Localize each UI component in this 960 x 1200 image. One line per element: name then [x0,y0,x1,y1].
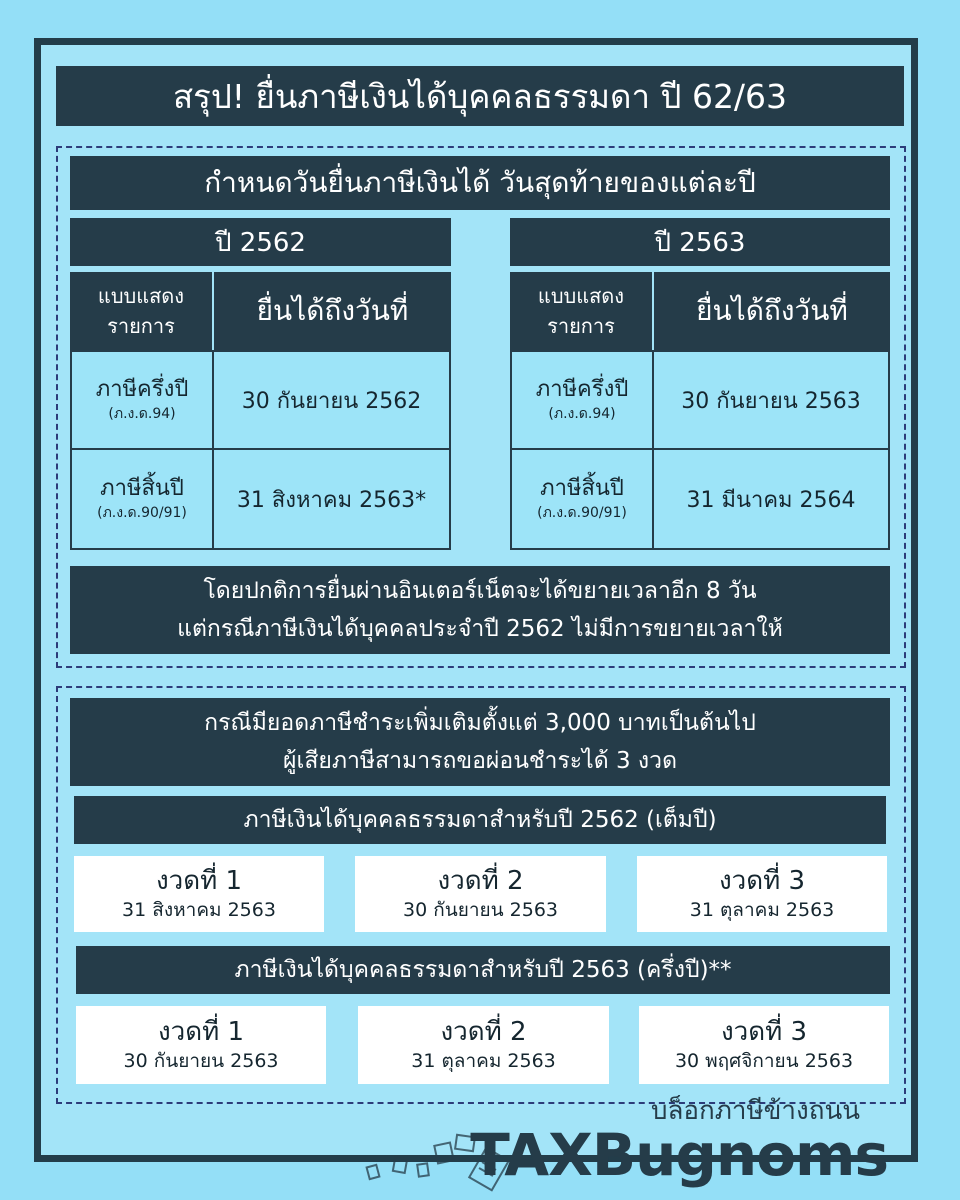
installment-label: งวดที่ 2 [440,1017,527,1047]
note-line-1: โดยปกติการยื่นผ่านอินเตอร์เน็ตจะได้ขยายเวลาอีก 8 วัน [203,578,757,604]
installment-card [637,856,887,932]
plan-2563-title: ภาษีเงินได้บุคคลธรรมดาสำหรับปี 2563 (ครึ่งปี)** [76,946,890,994]
installment-card [355,856,606,932]
table-2562-col-date: ยื่นได้ถึงวันที่ [214,272,451,350]
installment-date: 30 กันยายน 2563 [402,899,559,921]
installment-card [74,856,324,932]
form-name: ภาษีสิ้นปี [540,476,624,501]
installment-label: งวดที่ 1 [157,1017,245,1047]
installment-date: 31 สิงหาคม 2563 [122,899,276,921]
table-2562-col-form: แบบแสดงรายการ [70,272,212,350]
form-name: ภาษีครึ่งปี [95,377,189,402]
table-2563-col-date: ยื่นได้ถึงวันที่ [654,272,890,350]
form-name: ภาษีสิ้นปี [100,476,184,501]
internet-extension-note [70,566,890,654]
page-title: สรุป! ยื่นภาษีเงินได้บุคคลธรรมดา ปี 62/63 [56,66,904,126]
installment-date: 30 กันยายน 2563 [123,1050,279,1072]
table-2562-row1-form [70,350,214,450]
table-2563-row2-date: 31 มีนาคม 2564 [652,448,890,550]
brand-tagline: บล็อกภาษีข้างถนน [650,1096,860,1126]
installment-label: งวดที่ 1 [155,866,243,896]
installment-label: งวดที่ 2 [437,866,524,896]
installment-heading-line-1: กรณีมียอดภาษีชำระเพิ่มเติมตั้งแต่ 3,000 บาทเป็นต้นไป [204,710,756,736]
table-2562-row2-date: 31 สิงหาคม 2563* [212,448,451,550]
installment-card [639,1006,889,1084]
plan-2562-title: ภาษีเงินได้บุคคลธรรมดาสำหรับปี 2562 (เต็มปี) [74,796,886,844]
installment-label: งวดที่ 3 [720,1017,808,1047]
table-2562-row1-date: 30 กันยายน 2562 [212,350,451,450]
installment-card [76,1006,326,1084]
installment-card [358,1006,609,1084]
form-code: (ภ.ง.ด.90/91) [97,505,187,521]
form-code: (ภ.ง.ด.94) [548,406,616,422]
note-line-2: แต่กรณีภาษีเงินได้บุคคลประจำปี 2562 ไม่มีการขยายเวลาให้ [177,616,783,642]
deadline-heading: กำหนดวันยื่นภาษีเงินได้ วันสุดท้ายของแต่ละปี [70,156,890,210]
form-code: (ภ.ง.ด.94) [108,406,176,422]
installment-heading-line-2: ผู้เสียภาษีสามารถขอผ่อนชำระได้ 3 งวด [282,748,678,774]
table-2563-row2-form [510,448,654,550]
table-2563-row1-form [510,350,654,450]
installment-date: 31 ตุลาคม 2563 [411,1050,556,1072]
year-2563-header: ปี 2563 [510,218,890,266]
table-2563-row1-date: 30 กันยายน 2563 [652,350,890,450]
brand-logo [470,1096,888,1189]
installment-date: 30 พฤศจิกายน 2563 [674,1050,854,1072]
table-2563-col-form: แบบแสดงรายการ [510,272,652,350]
form-code: (ภ.ง.ด.90/91) [537,505,627,521]
brand-name: TAXBugnoms [470,1121,888,1189]
year-2562-header: ปี 2562 [70,218,451,266]
table-2562-row2-form [70,448,214,550]
form-name: ภาษีครึ่งปี [535,377,629,402]
installment-date: 31 ตุลาคม 2563 [689,899,835,921]
installment-label: งวดที่ 3 [718,866,806,896]
installment-heading [70,698,890,786]
